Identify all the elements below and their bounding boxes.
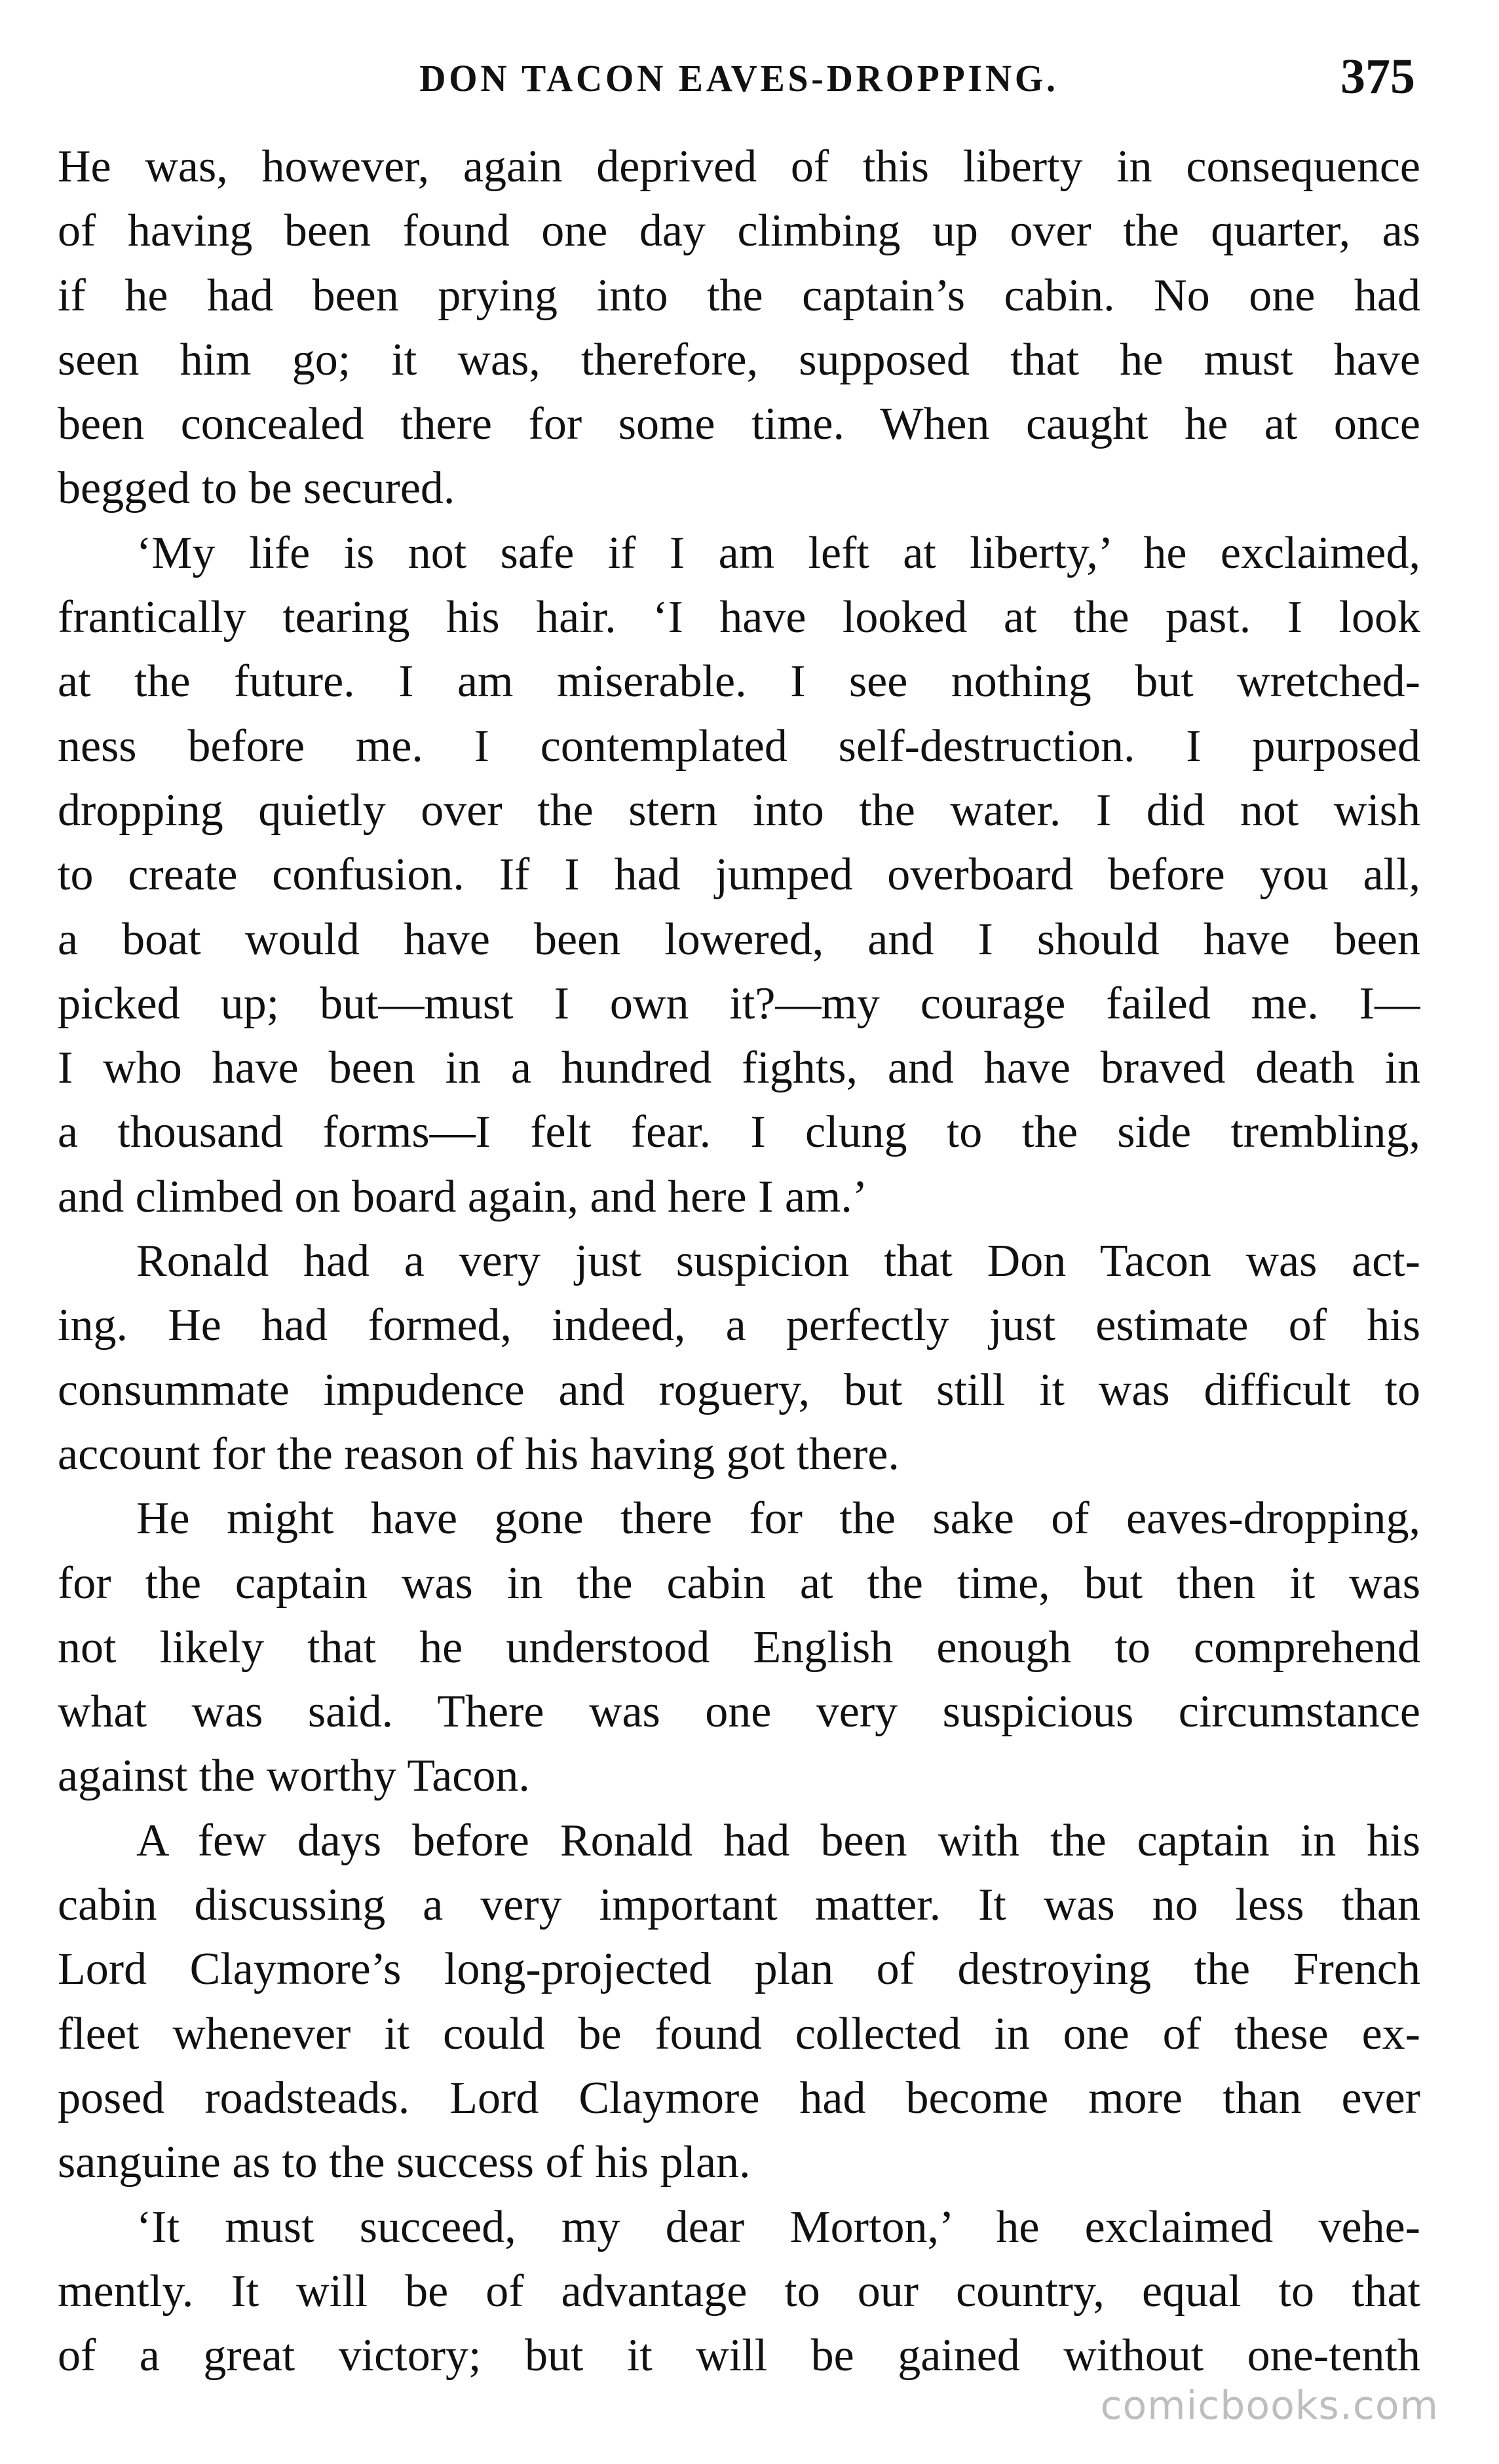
text-line: ness before me. I contemplated self-destruction. I purposed: [58, 720, 1420, 772]
text-line: frantically tearing his hair. ‘I have looked at the past. I look: [58, 592, 1420, 643]
text-line: what was said. There was one very suspicious circumstance: [58, 1687, 1420, 1738]
text-line: if he had been prying into the captain’s cabin. No one had: [58, 270, 1420, 321]
text-line: picked up; but—must I own it?—my courage failed me. I—: [58, 978, 1420, 1029]
text-line: mently. It will be of advantage to our country, equal to that: [58, 2266, 1420, 2317]
text-line: fleet whenever it could be found collected in one of these ex-: [58, 2008, 1420, 2059]
text-line: been concealed there for some time. When caught he at once: [58, 399, 1420, 450]
text-line: dropping quietly over the stern into the water. I did not wish: [58, 785, 1420, 836]
running-header: [58, 38, 1420, 117]
text-line: ing. He had formed, indeed, a perfectly just estimate of his: [58, 1300, 1420, 1351]
watermark: comicbooks.com: [1100, 2383, 1439, 2429]
text-line: cabin discussing a very important matter. It was no less than: [58, 1880, 1420, 1931]
text-line: consummate impudence and roguery, but still it was difficult to: [58, 1364, 1420, 1415]
text-line: at the future. I am miserable. I see nothing but wretched-: [58, 656, 1420, 707]
text-line: sanguine as to the success of his plan.: [58, 2137, 751, 2188]
paragraph-first-line: He might have gone there for the sake of eaves-dropping,: [136, 1493, 1420, 1544]
paragraph-first-line: Ronald had a very just suspicion that Don Tacon was act-: [136, 1236, 1420, 1287]
paragraph-first-line: ‘My life is not safe if I am left at liberty,’ he exclaimed,: [136, 527, 1420, 578]
text-line: seen him go; it was, therefore, supposed that he must have: [58, 334, 1420, 385]
text-line: of having been found one day climbing up over the quarter, as: [58, 206, 1420, 257]
text-line: posed roadsteads. Lord Claymore had become more than ever: [58, 2072, 1420, 2123]
text-line: Lord Claymore’s long-projected plan of destroying the French: [58, 1944, 1420, 1995]
text-line: and climbed on board again, and here I am.’: [58, 1171, 868, 1222]
text-line: account for the reason of his having got there.: [58, 1428, 900, 1480]
text-line: a boat would have been lowered, and I should have been: [58, 914, 1420, 965]
paragraph-first-line: ‘It must succeed, my dear Morton,’ he exclaimed vehe-: [136, 2201, 1420, 2252]
text-line: a thousand forms—I felt fear. I clung to the side trembling,: [58, 1107, 1420, 1158]
chapter-running-title: DON TACON EAVES-DROPPING.: [419, 57, 1059, 100]
text-line: for the captain was in the cabin at the time, but then it was: [58, 1558, 1420, 1609]
text-line: He was, however, again deprived of this liberty in consequence: [58, 141, 1420, 192]
paragraph-first-line: A few days before Ronald had been with the captain in his: [136, 1815, 1420, 1866]
text-line: begged to be secured.: [58, 463, 455, 514]
text-line: to create confusion. If I had jumped overboard before you all,: [58, 849, 1420, 901]
text-line: of a great victory; but it will be gained without one-tenth: [58, 2330, 1420, 2381]
text-line: not likely that he understood English enough to comprehend: [58, 1622, 1420, 1673]
body-text: [58, 135, 1420, 2388]
page-number: 375: [1340, 49, 1415, 104]
text-line: I who have been in a hundred fights, and have braved death in: [58, 1043, 1420, 1094]
text-line: against the worthy Tacon.: [58, 1751, 530, 1802]
